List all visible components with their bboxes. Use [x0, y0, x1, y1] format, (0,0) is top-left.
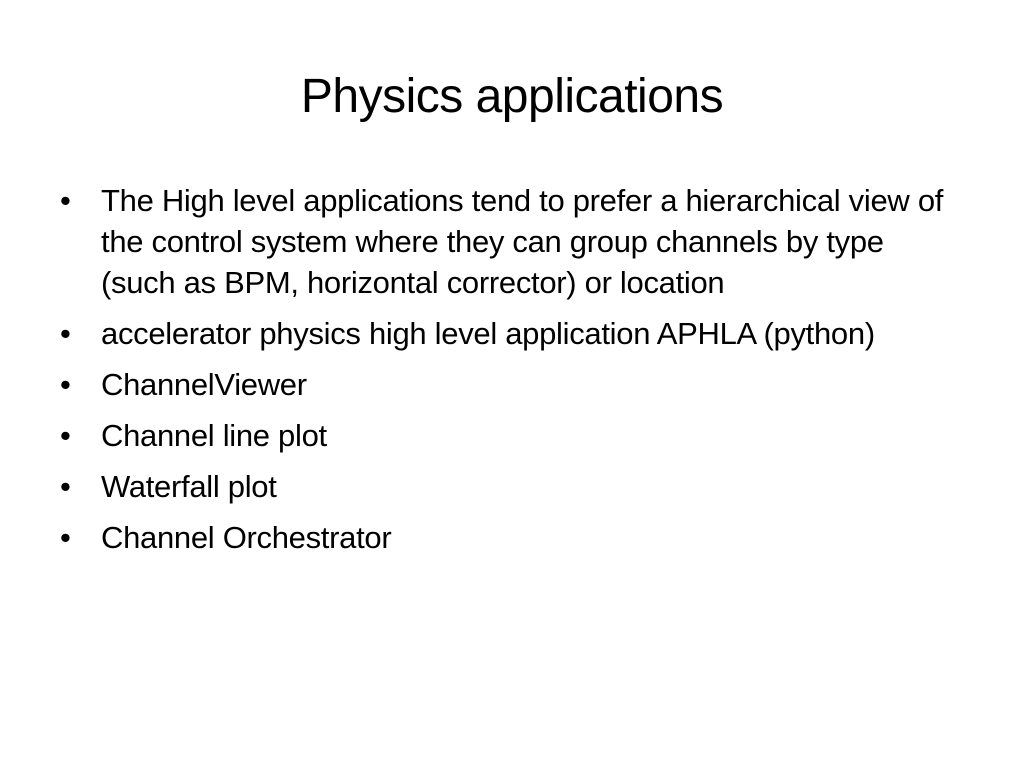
- bullet-icon: •: [60, 316, 71, 351]
- bullet-text: ChannelViewer: [101, 367, 307, 402]
- list-item: [60, 466, 960, 507]
- bullet-icon: •: [60, 367, 71, 402]
- bullet-text: Waterfall plot: [101, 469, 277, 504]
- list-item: [60, 313, 960, 354]
- bullet-icon: •: [60, 183, 71, 218]
- bullet-text: Channel line plot: [101, 418, 327, 453]
- slide-title: Physics applications: [300, 70, 724, 123]
- bullet-list: [60, 180, 960, 568]
- bullet-text: accelerator physics high level application APHLA (python): [101, 316, 875, 351]
- bullet-text: Channel Orchestrator: [101, 520, 392, 555]
- list-item: [60, 517, 960, 558]
- bullet-icon: •: [60, 520, 71, 555]
- bullet-icon: •: [60, 469, 71, 504]
- list-item: [60, 415, 960, 456]
- bullet-icon: •: [60, 418, 71, 453]
- bullet-text: The High level applications tend to prefer a hierarchical view of the control system where they can group channels by type (such as BPM, horizontal corrector) or location: [101, 183, 944, 300]
- list-item: [60, 180, 960, 303]
- list-item: [60, 364, 960, 405]
